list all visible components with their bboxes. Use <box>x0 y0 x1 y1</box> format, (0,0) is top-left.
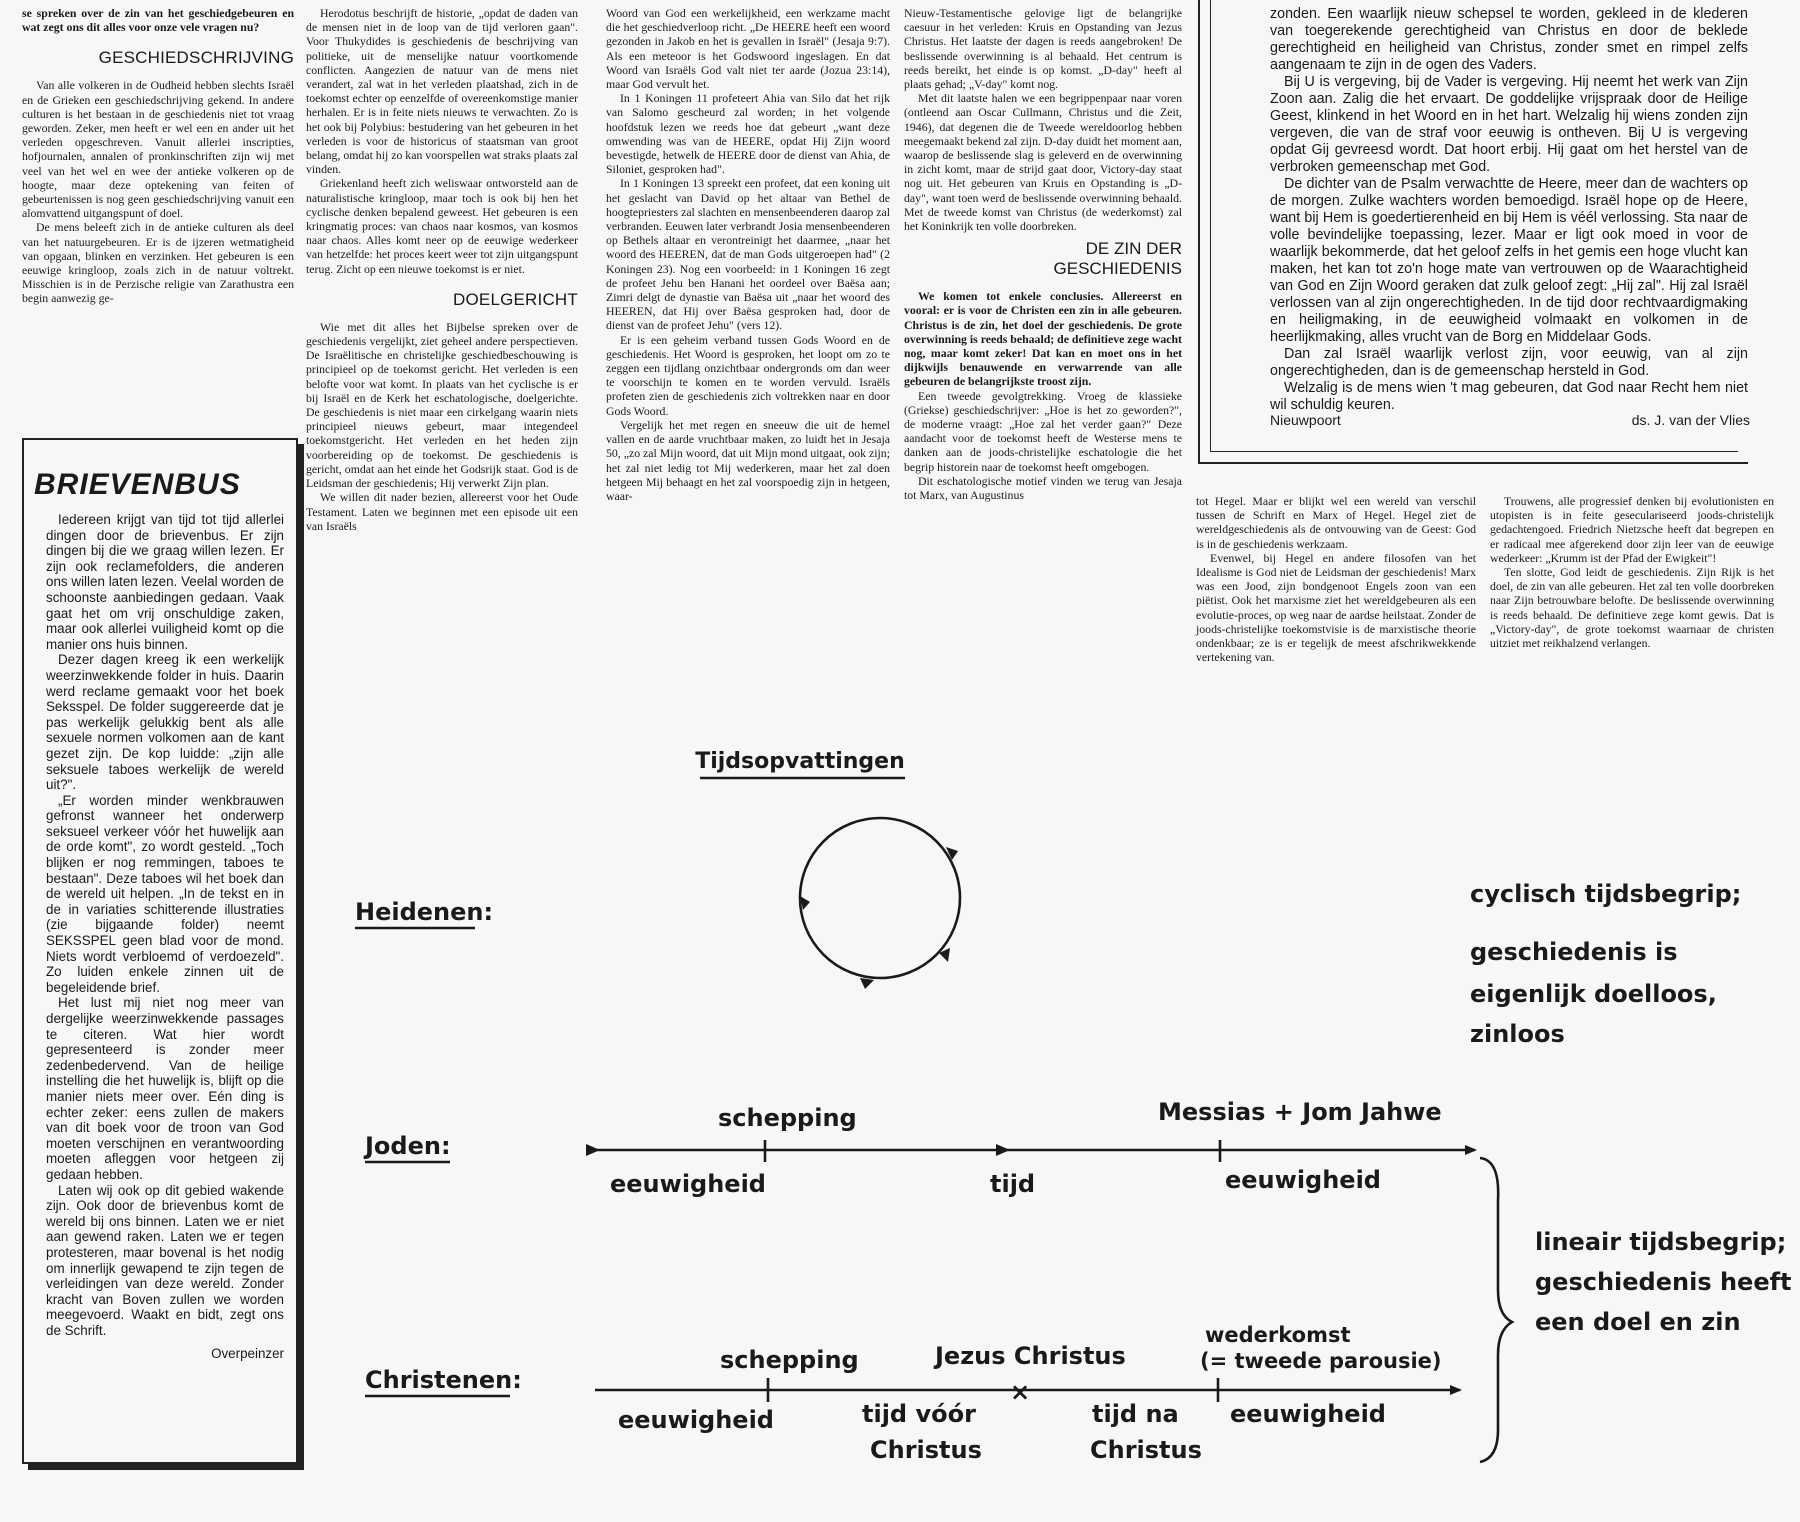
christenen-below-eeuwigheid: eeuwigheid <box>1230 1400 1386 1428</box>
circle-arrow-icon <box>860 978 874 989</box>
column-6 <box>1490 494 1774 650</box>
timeline-arrow-icon <box>996 1144 1010 1156</box>
column-1-lead: se spreken over de zin van het geschiedgebeuren en wat zegt ons dit alles voor onze vele vragen nu? <box>22 6 294 35</box>
paragraph: Nieuw-Testamentische gelovige ligt de belangrijke caesuur in het verleden: Kruis en Opstanding van Jezus Christus. Het laatste der dagen is reeds aangebroken! De beslissende overwinning is al behaald. Het centrum is reeds bereikt, het einde is op komst. „D-day" heeft al plaats gehad; „V-day" komt nog. <box>904 6 1182 92</box>
paragraph: Woord van God een werkelijkheid, een werkzame macht die het geschiedverloop richt. „De HEERE heeft een woord gezonden in Jakob en het is gevallen in Israël" (Jesaja 9:7). Als een meteoor is het Godswoord ingeslagen. En dat Woord van Israëls God valt niet ter aarde (Jozua 23:14), maar God vervult het. <box>606 6 890 92</box>
paragraph: We willen dit nader bezien, allereerst voor het Oude Testament. Laten we beginnen met een episode uit een van Israëls <box>306 490 578 533</box>
timeline-arrow-icon <box>586 1144 600 1156</box>
paragraph: Evenwel, bij Hegel en andere filosofen van het Idealisme is God niet de Leidsman der geschiedenis! Marx was een Jood, zijn bondgenoot Engels zoon van een piëtist. Ook het marxisme ziet het wereldgebeuren als een evolutie-proces, op weg naar de aardse heilstaat. Zonder de joods-christelijke toekomstvisie is de marxistische theorie ondenkbaar; ze is er tegelijk de meest afschrikwekkende vertekening van. <box>1196 550 1476 665</box>
heading-line-2: GESCHIEDENIS <box>1053 259 1182 279</box>
author-name: ds. J. van der Vlies <box>1631 412 1750 428</box>
christenen-below-eeuwigheid: eeuwigheid <box>618 1406 774 1434</box>
lineair-desc-line: een doel en zin <box>1535 1308 1741 1336</box>
paragraph: Dit eschatologische motief vinden we terug van Jesaja tot Marx, van Augustinus <box>904 473 1182 503</box>
heidenen-desc-line: cyclisch tijdsbegrip; <box>1470 880 1742 908</box>
paragraph: Vergelijk het met regen en sneeuw die uit de hemel vallen en de aarde vruchtbaar maken, zo luidt het in Jesaja 50, „zo zal Mijn woord, dat uit Mijn mond uitgaat, ook zijn; het zal niet ledig tot Mij wederkeren, maar het zal doen hetgeen Mij behaagt en het zal voorspoedig zijn in hetgeen, waar- <box>606 417 890 503</box>
christenen-below-tijd-voor: tijd vóór <box>862 1400 976 1428</box>
paragraph: Wie met dit alles het Bijbelse spreken over de geschiedenis vergelijkt, ziet geheel andere perspectieven. De Israëlitische en christelijke geschiedbeschouwing is principieel op de toekomst gericht. Het verleden is een belofte voor wat komt. In plaats van het cyclische is er bij Israël en de Kerk het eschatologische, doelgerichte. De geschiedenis is niet maar een cirkelgang waarin niets principieel nieuws gebeurt, maar integendeel toekomstgericht. Het verleden en het heden zijn voorbereiding op de toekomst. De geschiedenis is gericht, omdat aan het einde het Godsrijk staat. God is de Leidsman der geschiedenis; Hij verwerkt Zijn plan. <box>306 319 578 491</box>
paragraph: zonden. Een waarlijk nieuw schepsel te worden, gekleed in de klederen van toegerekende gerechtigheid van Christus en door de beklede gerechtigheid en heiligheid van Christus, zonder smet en rimpel zelfs aangenaam te zijn in de ogen des Vaders. <box>1270 6 1748 73</box>
paragraph: tot Hegel. Maar er blijkt wel een wereld van verschil tussen de Schrift en Marx of Hegel. Hegel ziet de wereldgeschiedenis als de ontvouwing van de Geest: God is in de geschiedenis werkzaam. <box>1196 494 1476 551</box>
joden-below-tijd: tijd <box>990 1170 1036 1198</box>
paragraph: Er is een geheim verband tussen Gods Woord en de geschiedenis. Het Woord is gesproken, het loopt om zo te zeggen een tijdlang onzichtbaar ondergronds om dan weer te voorschijn te komen en te worden vervuld. Israëls profeten zien de geschiedenis zich voltrekken naar en door Gods Woord. <box>606 332 890 418</box>
joden-label: Joden: <box>365 1132 451 1160</box>
paragraph: Welzalig is de mens wien 't mag gebeuren, dat God naar Recht hem niet wil schuldig keuren. <box>1270 380 1748 413</box>
paragraph: Met dit laatste halen we een begrippenpaar naar voren (ontleend aan Oscar Cullmann, Christus und die Zeit, 1946), dat degenen die de Tweede wereldoorlog hebben meegemaakt bekend zal zijn. D-day duidt het moment aan, waarop de beslissende slag is geleverd en de overwinning in zicht komt, maar de strijd gaat door, Victory-day staat nog uit. Het gebeuren van Kruis en Opstanding is „D-day", want toen werd de beslissende overwinning behaald. Met de tweede komst van Christus (de wederkomst) zal het Koninkrijk ten volle doorbreken. <box>904 91 1182 234</box>
heading-doelgericht: DOELGERICHT <box>453 289 578 309</box>
paragraph: In 1 Koningen 11 profeteert Ahia van Silo dat het rijk van Salomo gescheurd zal worden; in het volgende hoofdstuk lezen we reeds hoe dat gebeurt „want deze omwending was van de HEERE, opdat Hij Zijn woord bevestigde, hetwelk de HEERE door de dienst van Ahia, de Siloniet, gesproken had". <box>606 91 890 177</box>
brievenbus-title: BRIEVENBUS <box>34 468 241 501</box>
brievenbus-signature: Overpeinzer <box>211 1346 284 1362</box>
christenen-above-parousie: (= tweede parousie) <box>1200 1349 1442 1373</box>
christenen-label: Christenen: <box>365 1366 522 1394</box>
heidenen-desc-line: eigenlijk doelloos, <box>1470 980 1717 1008</box>
paragraph: Trouwens, alle progressief denken bij evolutionisten en utopisten is in feite geseculariseerd joods-christelijk gedachtengoed. Friedrich Nietzsche heeft dat begrepen en er radicaal mee afgerekend door zijn leer van de eeuwige wederkeer: „Krumm ist der Pfad der Ewigkeit"! <box>1490 494 1774 565</box>
column-1 <box>22 6 294 306</box>
christenen-below-tijd-na: tijd na <box>1092 1400 1179 1428</box>
paragraph: Dan zal Israël waarlijk verlost zijn, voor eeuwig, van al zijn ongerechtigheden, dan is de gemeenschap hersteld in God. <box>1270 346 1748 379</box>
paragraph: Een tweede gevolgtrekking. Vroeg de klassieke (Griekse) geschiedschrijver: „Hoe is het zo geworden?", de moderne vraagt: „Hoe zal het verder gaan?" Deze aandacht voor de toekomst heeft de Westerse mens te danken aan de joods-christelijke eschatologie die het begrip historein naar de toekomst heeft omgebogen. <box>904 388 1182 474</box>
lineair-description <box>1535 1228 1792 1336</box>
christenen-below-christus: Christus <box>1090 1436 1202 1464</box>
framed-article-text <box>1270 6 1748 414</box>
joden-below-eeuwigheid: eeuwigheid <box>1225 1166 1381 1194</box>
joden-above-messias: Messias + Jom Jahwe <box>1158 1098 1442 1126</box>
paragraph: In 1 Koningen 13 spreekt een profeet, dat een koning uit het geslacht van David op het altaar van Bethel de hoogtepriesters zal slachten en mensenbeenderen daarop zal verbranden. Eeuwen later verbrandt Josia mensenbeenderen op Bethels altaar en verontreinigt het daarmee, „naar het woord des HEEREN, dat de man Gods uitgeroepen had" (2 Koningen 23). Nog een voorbeeld: in 1 Koningen 16 zegt de profeet Jehu ben Hanani het oordeel over Baësa aan; Zimri delgt de dynastie van Baësa uit „naar het woord des HEEREN, dat Hij over Baësa gesproken had, door de dienst van de profeet Jehu" (vers 12). <box>606 176 890 333</box>
lineair-desc-line: geschiedenis heeft <box>1535 1268 1792 1296</box>
paragraph: Het lust mij niet nog meer van dergelijke weerzinwekkende passages te citeren. Wat hier wordt gepresenteerd is zonder meer zedenbedervend. Van de heilige instelling die het huwelijk is, blijft op die manier niets meer over. Eén ding is echter zeker: eens zullen de makers van dit boek voor de troon van God moeten verschijnen en verantwoording moeten afleggen voor hetgeen zij gedaan hebben. <box>46 995 284 1182</box>
cross-mark-icon: × <box>1010 1378 1031 1406</box>
christenen-above-schepping: schepping <box>720 1346 859 1374</box>
paragraph: De mens beleeft zich in de antieke culturen als deel van het natuurgebeuren. Er is de ijzeren wetmatigheid van opgaan, blinken en verzinken. Het gebeuren is een eeuwige kringloop, zoals zich in de natuur voltrekt. Misschien is in de Perzische religie van Zarathustra een begin aanwezig ge- <box>22 220 294 306</box>
brievenbus-box <box>22 438 298 1464</box>
column-4 <box>904 6 1182 502</box>
column-2 <box>306 6 578 533</box>
place-name: Nieuwpoort <box>1270 412 1341 428</box>
paragraph: Laten wij ook op dit gebied wakende zijn. Ook door de brievenbus komt de wereld bij ons binnen. Laten we er niet aan gewend raken. Laten we er tegen protesteren, maar bovenal is het nodig om innerlijk gewapend te zijn tegen de verleidingen van deze wereld. Zonder kracht van Boven zullen we worden meegevoerd. Waakt en bidt, zegt ons de Schrift. <box>46 1182 284 1338</box>
framed-article <box>1198 0 1748 464</box>
heading-line-1: DE ZIN DER <box>1085 239 1182 259</box>
paragraph: We komen tot enkele conclusies. Allereerst en vooral: er is voor de Christen een zin in alle gebeuren. Christus is de zin, het doel der geschiedenis. De grote overwinning is reeds behaald; de definitieve zege wacht nog, maar komt zeker! Dat kan en moet ons in het dijkwijls benauwende en verwarrende van alle gebeuren de belangrijkste troost zijn. <box>904 289 1182 389</box>
heidenen-description <box>1470 880 1741 1048</box>
paragraph: Iedereen krijgt van tijd tot tijd allerlei dingen door de brievenbus. Er zijn dingen bij die we graag willen lezen. Er zijn ook reclamefolders, die anderen ons willen laten lezen. Veelal worden de schoonste aanbiedingen gedaan. Vaak gaat het om vrij onschuldige zaken, maar ook allerlei vuiligheid komt op die manier ons huis binnen. <box>46 512 284 652</box>
paragraph: Dezer dagen kreeg ik een werkelijk weerzinwekkende folder in huis. Daarin werd reclame gemaakt voor het boek Seksspel. De folder suggereerde dat je pas werkelijk gelukkig bent als alle sexuele normen volkomen aan de kant gezet zijn. De kop luidde: „zijn alle seksuele taboes werkelijk de wereld uit?". <box>46 652 284 793</box>
brace <box>1480 1158 1512 1462</box>
paragraph: Herodotus beschrijft de historie, „opdat de daden van de mensen niet in de loop van de tijd verloren gaan". Voor Thukydides is geschiedenis de beschrijving van politieke, uit de menselijke natuur voortkomende conflicten. Aangezien de natuur van de mens niet verandert, zal wat in het verleden plaatshad, zich in de toekomst echter op eenzelfde of overeenkomstige manier herhalen. Er is in feite niets nieuws te verwachten. Zo is het ook bij Polybius: bestudering van het gebeuren in het verleden is voor de historicus of staatsman van groot belang, omdat hij zo kan voorspellen wat straks plaats zal vinden. <box>306 6 578 177</box>
brievenbus-body <box>46 512 284 1362</box>
diagram-title: Tijdsopvattingen <box>695 749 905 774</box>
heading-de-zin-der-geschiedenis <box>904 239 1182 279</box>
christenen-above-jezus: Jezus Christus <box>935 1342 1126 1370</box>
heidenen-desc-line: zinloos <box>1470 1020 1565 1048</box>
column-5 <box>1196 494 1476 664</box>
paragraph: Van alle volkeren in de Oudheid hebben slechts Israël en de Grieken een geschiedschrijving gekend. In andere culturen is het bestaan in de geschiedenis niet tot vraag geworden. Zeker, men heeft er wel een en ander uit het verleden opgeschreven. Vanuit allerlei inscripties, hofjournalen, annalen of pronkinschriften zijn wij met veel van het wel en wee der antieke volkeren op de hoogte, maar deze optekening van feiten of gebeurtenissen is nog geen geschiedschrijving vanuit een alomvattend uitgangspunt of doel. <box>22 78 294 221</box>
paragraph: Griekenland heeft zich weliswaar ontworsteld aan de naturalistische kringloop, maar toch is ook bij hen het cyclische denken bepalend geweest. Het gebeuren is een kringmatig proces: van chaos naar kosmos, van kosmos naar chaos. Alles komt neer op de eeuwige wederkeer van hetzelfde: het proces keert weer tot zijn uitgangspunt terug. Zicht op een nieuwe toekomst is er niet. <box>306 176 578 276</box>
heidenen-label: Heidenen: <box>355 898 494 926</box>
christenen-below-christus: Christus <box>870 1436 982 1464</box>
paragraph: Bij U is vergeving, bij de Vader is vergeving. Hij neemt het werk van Zijn Zoon aan. Zalig die het ervaart. De goddelijke vrijspraak door de Heilige Geest, klinkend in het Woord en in het hart. Welzalig hij wiens zonden zijn vergeven, die van de straf voor eeuwig is ontheven. Bij U is vergeving opdat Gij gevreesd wordt. Dat hoort erbij. Hij gaat om het herstel van de verbroken gemeenschap met God. <box>1270 74 1748 175</box>
joden-below-eeuwigheid: eeuwigheid <box>610 1170 766 1198</box>
column-3 <box>606 6 890 503</box>
paragraph: „Er worden minder wenkbrauwen gefronst wanneer het onderwerp seksueel verkeer vóór het huwelijk aan de orde komt", zo wordt gesteld. „Toch blijken er nog remmingen, taboes te bestaan". Deze taboes wil het boek dan de wereld uit helpen. „In de tekst en in de in variaties schitterende illustraties (zie bijgaande folder) neemt SEKSSPEL geen blad voor de mond. Niets wordt verbloemd of verdoezeld". Zo luiden enkele zinnen uit de begeleidende brief. <box>46 792 284 995</box>
cyclic-time-circle <box>800 818 960 978</box>
heidenen-desc-line: geschiedenis is <box>1470 938 1678 966</box>
framed-article-footer <box>1270 412 1750 428</box>
christenen-above-wederkomst: wederkomst <box>1205 1323 1351 1347</box>
joden-above-schepping: schepping <box>718 1104 857 1132</box>
time-concepts-diagram <box>300 730 1800 1520</box>
paragraph: De dichter van de Psalm verwachtte de Heere, meer dan de wachters op de morgen. Zulke wachters worden bemoedigd. Israël hope op de Heere, want bij Hem is goedertierenheid en bij Hem is véél verlossing. Sta naar de volle bevindelijke toepassing, lezer. Maar er ligt ook moed in voor de waarlijk bekommerde, dat het geloof zelfs in het gemis een hoge vlucht kan maken, het kan tot zo'n hoge mate van vertrouwen op de Waarachtigheid van God en Zijn Woord geraken dat zulk geloof zegt: „Hij zal". Hij zal Israël verlossen van al zijn ongerechtigheden. In de tijd door rechtvaardigmaking en heiligmaking, in de eeuwigheid volmaakt en volkomen in de heerlijkmaking, alles vrucht van de Borg en Middelaar Gods. <box>1270 176 1748 345</box>
paragraph: Ten slotte, God leidt de geschiedenis. Zijn Rijk is het doel, de zin van alle gebeuren. Het zal ten volle doorbreken naar Zijn betrouwbare belofte. De beslissende overwinning is reeds behaald. De definitieve zege komt gewis. Dat is „Victory-day", de grote toekomst waarnaar de christen uitziet met reikhalzend verlangen. <box>1490 565 1774 651</box>
lineair-desc-line: lineair tijdsbegrip; <box>1535 1228 1787 1256</box>
heading-geschiedschrijving: GESCHIEDSCHRIJVING <box>98 48 294 68</box>
